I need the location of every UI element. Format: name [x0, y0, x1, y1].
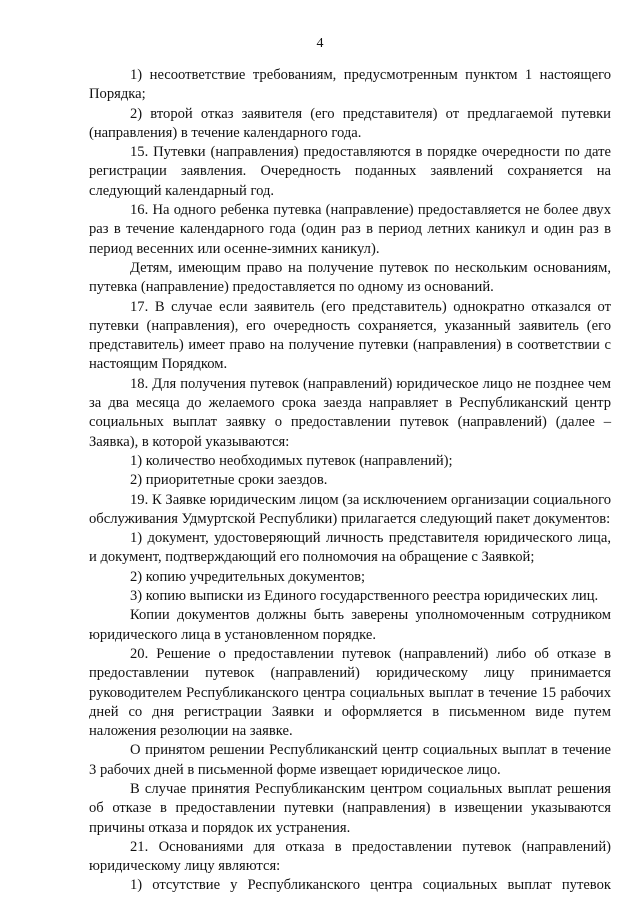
paragraph: 3) копию выписки из Единого государственного реестра юридических лиц.	[130, 588, 599, 605]
document-body	[89, 66, 611, 896]
paragraph: 17. В случае если заявитель (его представитель) однократно отказался от путевки (направления), его очередность сохраняется, указанный заявитель (его представитель) имеет право на получение путевки (направления) в соответствии с настоящим Порядком.	[89, 298, 611, 373]
paragraph: 2) второй отказ заявителя (его представителя) от предлагаемой путевки (направления) в течение календарного года.	[89, 105, 611, 141]
paragraph: 2) копию учредительных документов;	[130, 568, 366, 585]
paragraph: 15. Путевки (направления) предоставляются в порядке очередности по дате регистрации заявления. Очередность поданных заявлений сохраняется на следующий календарный год.	[89, 144, 611, 199]
paragraph: 1) количество необходимых путевок (направлений);	[130, 452, 453, 469]
paragraph: 1) несоответствие требованиям, предусмотренным пунктом 1 настоящего Порядка;	[89, 67, 611, 103]
paragraph: Копии документов должны быть заверены уполномоченным сотрудником юридического лица в установленном порядке.	[89, 607, 611, 643]
paragraph: 21. Основаниями для отказа в предоставлении путевок (направлений) юридическому лицу являются:	[89, 838, 611, 875]
paragraph: 20. Решение о предоставлении путевок (направлений) либо об отказе в предоставлении путевок (направлений) юридическому лицу принимается руководителем Республиканского центра социальных выплат в течение 15 рабочих дней со дня регистрации Заявки и оформляется в письменном виде путем наложения резолюции на заявке.	[89, 645, 611, 740]
paragraph: 1) отсутствие у Республиканского центра социальных выплат путевок	[130, 877, 611, 894]
paragraph: Детям, имеющим право на получение путевок по нескольким основаниям, путевка (направление) предоставляется по одному из оснований.	[89, 259, 611, 296]
paragraph: О принятом решении Республиканский центр социальных выплат в течение 3 рабочих дней в письменной форме извещает юридическое лицо.	[89, 742, 611, 778]
paragraph: 1) документ, удостоверяющий личность представителя юридического лица, и документ, подтверждающий его полномочия на обращение с Заявкой;	[89, 530, 611, 566]
paragraph: 16. На одного ребенка путевка (направление) предоставляется не более двух раз в течение календарного года (один раз в период летних каникул и один раз в период весенних или осенне-зимних каникул).	[89, 202, 611, 257]
paragraph: 2) приоритетные сроки заездов.	[130, 472, 328, 489]
paragraph: 18. Для получения путевок (направлений) юридическое лицо не позднее чем за два месяца до желаемого срока заезда направляет в Республиканский центр социальных выплат заявку о предоставлении путевок (направлений) (далее – Заявка), в которой указываются:	[89, 375, 611, 450]
paragraph: 19. К Заявке юридическим лицом (за исключением организации социального обслуживания Удмуртской Республики) прилагается следующий пакет документов:	[89, 491, 611, 527]
paragraph: В случае принятия Республиканским центром социальных выплат решения об отказе в предоставлении путевки (направления) в извещении указываются причины отказа и порядок их устранения.	[89, 780, 611, 836]
page-number: 4	[316, 36, 324, 51]
